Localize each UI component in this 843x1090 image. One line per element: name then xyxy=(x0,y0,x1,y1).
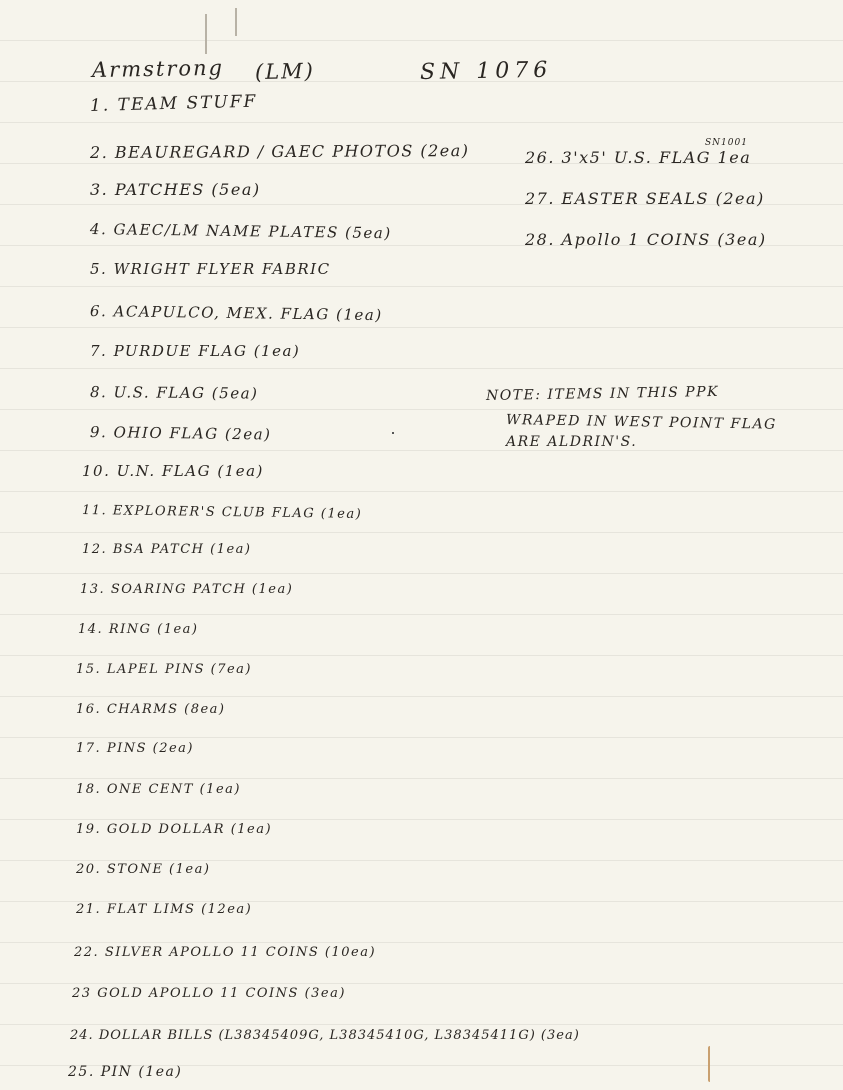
list-item: 9. OHIO FLAG (2ea) xyxy=(89,423,272,444)
note-line: NOTE: ITEMS IN THIS PPK xyxy=(485,383,720,404)
list-item: 23 GOLD APOLLO 11 COINS (3ea) xyxy=(72,986,346,1001)
list-item: 16. CHARMS (8ea) xyxy=(76,702,226,717)
note-line: ARE ALDRIN'S. xyxy=(506,434,638,450)
header-vehicle: (LM) xyxy=(254,58,316,84)
list-item: 5. WRIGHT FLYER FABRIC xyxy=(90,260,331,278)
list-item: 4. GAEC/LM NAME PLATES (5ea) xyxy=(89,220,392,243)
list-item: 17. PINS (2ea) xyxy=(76,741,194,756)
list-item: 22. SILVER APOLLO 11 COINS (10ea) xyxy=(74,945,377,960)
note-line: WRAPED IN WEST POINT FLAG xyxy=(505,412,777,433)
list-item: 2. BEAUREGARD / GAEC PHOTOS (2ea) xyxy=(89,141,470,162)
item-26-superscript: SN1001 xyxy=(705,138,748,148)
list-item: 3. PATCHES (5ea) xyxy=(90,180,261,199)
list-item: 12. BSA PATCH (1ea) xyxy=(82,542,252,557)
list-item: 1. TEAM STUFF xyxy=(89,91,258,116)
stray-mark xyxy=(708,1046,713,1082)
binding-mark-left xyxy=(205,14,207,54)
list-item: 25. PIN (1ea) xyxy=(68,1064,183,1080)
list-item: 15. LAPEL PINS (7ea) xyxy=(76,662,253,677)
list-item: 19. GOLD DOLLAR (1ea) xyxy=(76,822,273,837)
list-item: 6. ACAPULCO, MEX. FLAG (1ea) xyxy=(89,302,383,325)
stray-dot xyxy=(392,432,394,434)
list-item: 13. SOARING PATCH (1ea) xyxy=(80,582,294,597)
list-item: 21. FLAT LIMS (12ea) xyxy=(76,902,253,917)
binding-mark-right xyxy=(235,8,237,36)
list-item: 27. EASTER SEALS (2ea) xyxy=(525,189,765,208)
list-item: 11. EXPLORER'S CLUB FLAG (1ea) xyxy=(81,503,363,522)
list-item: 20. STONE (1ea) xyxy=(76,862,211,877)
list-item: 18. ONE CENT (1ea) xyxy=(76,782,241,797)
list-item: 10. U.N. FLAG (1ea) xyxy=(82,462,264,480)
list-item: 28. Apollo 1 COINS (3ea) xyxy=(525,230,767,249)
header-serial: SN 1076 xyxy=(419,57,553,85)
list-item: 24. DOLLAR BILLS (L38345409G, L38345410G, L38345411G) (3ea) xyxy=(70,1028,580,1043)
list-item: 7. PURDUE FLAG (1ea) xyxy=(90,342,301,360)
list-item: 8. U.S. FLAG (5ea) xyxy=(89,383,259,403)
list-item: 14. RING (1ea) xyxy=(78,622,199,637)
list-item: 26. 3'x5' U.S. FLAG 1ea xyxy=(525,148,752,167)
header-name: Armstrong xyxy=(91,55,225,82)
